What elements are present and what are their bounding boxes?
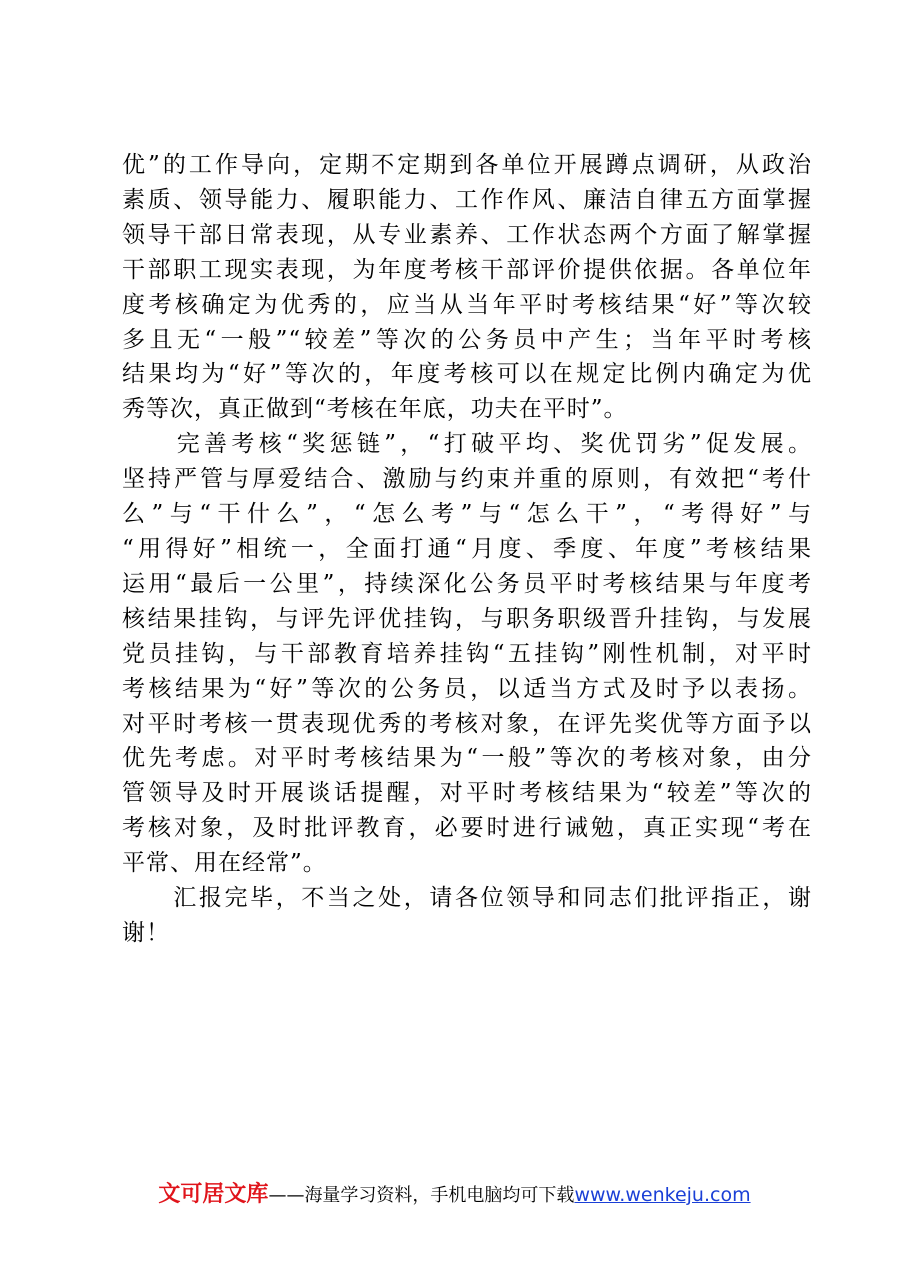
text-line: 考核结果为“好”等次的公务员，以适当方式及时予以表扬。 [122, 675, 812, 702]
text-line: 坚持严管与厚爱结合、激励与约束并重的原则，有效把“考什 [122, 466, 812, 493]
website-link[interactable]: www.wenkeju.com [574, 1184, 751, 1206]
text-line: 领导干部日常表现，从专业素养、工作状态两个方面了解掌握 [122, 221, 812, 248]
text-line: 对平时考核一贯表现优秀的考核对象，在评先奖优等方面予以 [122, 710, 812, 737]
text-line: 完善考核“奖惩链”，“打破平均、奖优罚劣”促发展。 [122, 431, 812, 458]
text-line: 核结果挂钩，与评先评优挂钩，与职务职级晋升挂钩，与发展 [122, 605, 812, 632]
text-line: 优”的工作导向，定期不定期到各单位开展蹲点调研，从政治 [122, 152, 812, 178]
text-line: 谢！ [122, 919, 170, 946]
text-line: 优先考虑。对平时考核结果为“一般”等次的考核对象，由分 [122, 745, 812, 772]
footer-tagline: ——海量学习资料，手机电脑均可下载 [268, 1185, 575, 1206]
text-line: 素质、领导能力、履职能力、工作作风、廉洁自律五方面掌握 [122, 186, 812, 213]
text-line: 考核对象，及时批评教育，必要时进行诫勉，真正实现“考在 [122, 815, 812, 842]
footer-banner [0, 1180, 909, 1211]
text-line: 秀等次，真正做到“考核在年底，功夫在平时”。 [122, 396, 628, 423]
document-body [122, 148, 812, 951]
text-line: 干部职工现实表现，为年度考核干部评价提供依据。各单位年 [122, 256, 812, 283]
text-line: 管领导及时开展谈话提醒，对平时考核结果为“较差”等次的 [122, 780, 812, 807]
brand-name: 文可居文库 [158, 1182, 269, 1207]
text-line: 平常、用在经常”。 [122, 850, 327, 877]
text-line: 结果均为“好”等次的，年度考核可以在规定比例内确定为优 [122, 361, 812, 388]
text-line: 多且无“一般”“较差”等次的公务员中产生；当年平时考核 [122, 326, 812, 353]
text-line: 度考核确定为优秀的，应当从当年平时考核结果“好”等次较 [122, 291, 812, 318]
text-line: 汇报完毕，不当之处，请各位领导和同志们批评指正，谢 [122, 885, 812, 912]
text-line: “用得好”相统一，全面打通“月度、季度、年度”考核结果 [122, 535, 812, 562]
text-line: 运用“最后一公里”，持续深化公务员平时考核结果与年度考 [122, 570, 812, 597]
text-line: 么”与“干什么”，“怎么考”与“怎么干”，“考得好”与 [122, 501, 812, 528]
text-line: 党员挂钩，与干部教育培养挂钩“五挂钩”刚性机制，对平时 [122, 640, 812, 667]
